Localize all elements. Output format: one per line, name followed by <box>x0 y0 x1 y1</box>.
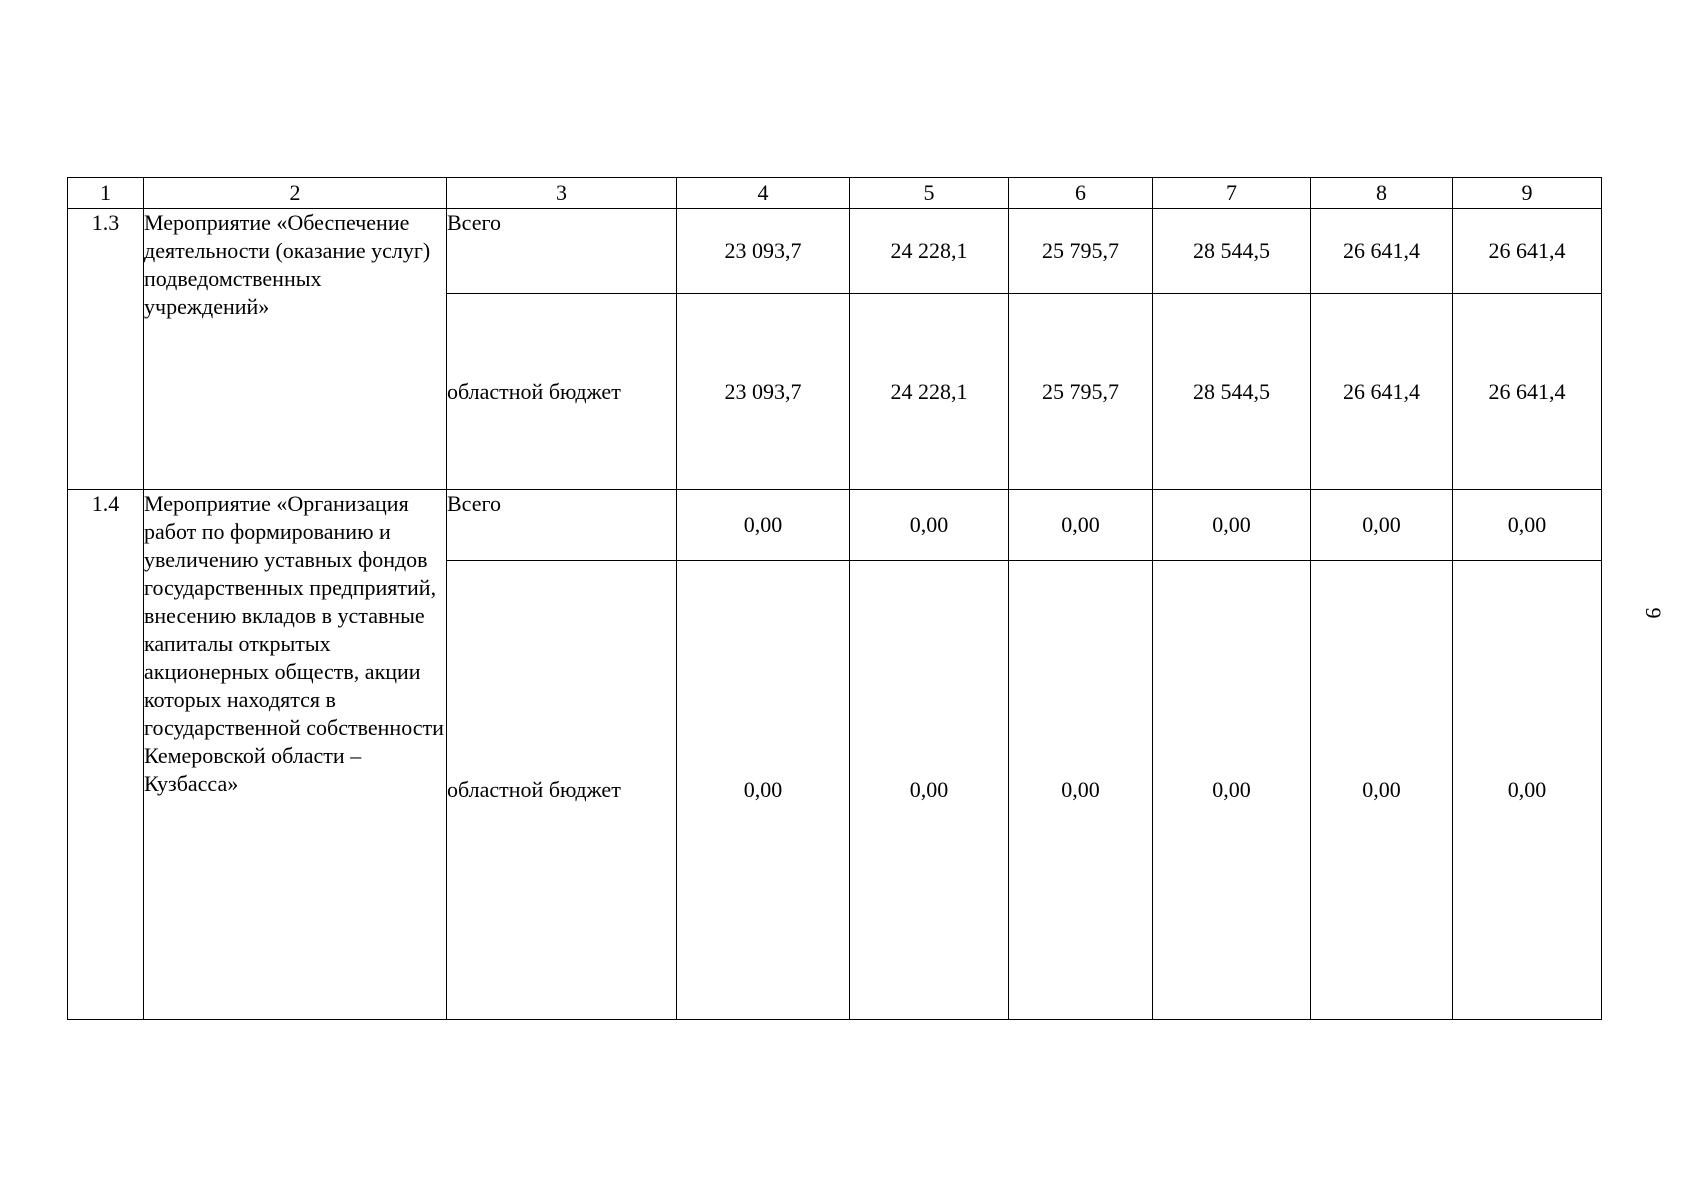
column-header: 5 <box>850 178 1009 209</box>
value-cell: 0,00 <box>1311 490 1453 561</box>
value-cell: 0,00 <box>1009 561 1153 1020</box>
funding-source: Всего <box>447 209 677 294</box>
value-cell: 0,00 <box>677 490 850 561</box>
column-header: 7 <box>1153 178 1311 209</box>
value-cell: 26 641,4 <box>1311 209 1453 294</box>
column-header: 2 <box>144 178 447 209</box>
value-cell: 0,00 <box>850 490 1009 561</box>
row-number: 1.3 <box>68 209 144 490</box>
value-cell: 26 641,4 <box>1311 294 1453 490</box>
value-cell: 0,00 <box>1453 561 1602 1020</box>
table-row <box>68 209 1602 294</box>
value-cell: 0,00 <box>1009 490 1153 561</box>
column-header: 6 <box>1009 178 1153 209</box>
value-cell: 26 641,4 <box>1453 294 1602 490</box>
value-cell: 26 641,4 <box>1453 209 1602 294</box>
value-cell: 23 093,7 <box>677 294 850 490</box>
value-cell: 0,00 <box>1453 490 1602 561</box>
column-header: 9 <box>1453 178 1602 209</box>
table-row <box>68 490 1602 561</box>
column-header: 4 <box>677 178 850 209</box>
value-cell: 28 544,5 <box>1153 294 1311 490</box>
activity-name: Мероприятие «Организация работ по формированию и увеличению уставных фондов государственных предприятий, внесению вкладов в уставные капиталы открытых акционерных обществ, акции которых находятся в государственной собственности Кемеровской области – Кузбасса» <box>144 490 447 1020</box>
column-header: 3 <box>447 178 677 209</box>
funding-source: областной бюджет <box>447 561 677 1020</box>
funding-source: областной бюджет <box>447 294 677 490</box>
table-header-row <box>68 178 1602 209</box>
value-cell: 0,00 <box>677 561 850 1020</box>
value-cell: 25 795,7 <box>1009 294 1153 490</box>
value-cell: 0,00 <box>1153 490 1311 561</box>
column-header: 8 <box>1311 178 1453 209</box>
value-cell: 24 228,1 <box>850 294 1009 490</box>
page-number: 9 <box>1641 607 1666 619</box>
value-cell: 0,00 <box>850 561 1009 1020</box>
funding-source: Всего <box>447 490 677 561</box>
value-cell: 23 093,7 <box>677 209 850 294</box>
activity-name: Мероприятие «Обеспечение деятельности (оказание услуг) подведомственных учреждений» <box>144 209 447 490</box>
value-cell: 0,00 <box>1153 561 1311 1020</box>
value-cell: 25 795,7 <box>1009 209 1153 294</box>
value-cell: 28 544,5 <box>1153 209 1311 294</box>
value-cell: 0,00 <box>1311 561 1453 1020</box>
budget-table <box>67 177 1602 1020</box>
row-number: 1.4 <box>68 490 144 1020</box>
column-header: 1 <box>68 178 144 209</box>
value-cell: 24 228,1 <box>850 209 1009 294</box>
